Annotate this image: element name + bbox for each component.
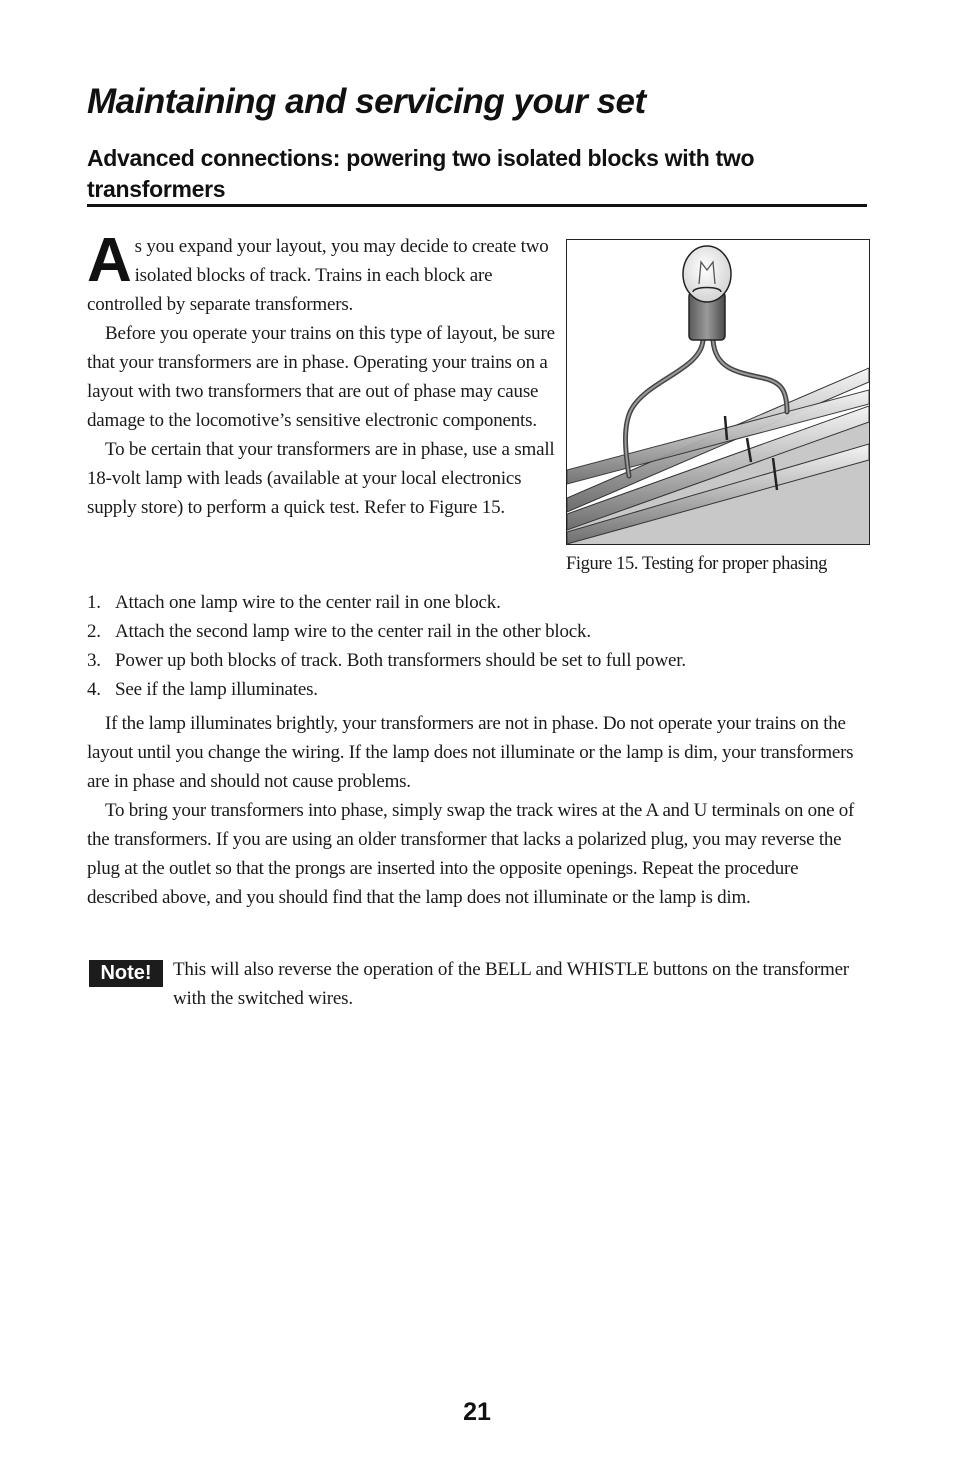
- list-item: 4. See if the lamp illuminates.: [87, 679, 318, 700]
- note-text: This will also reverse the operation of the BELL and WHISTLE buttons on the transformer with the switched wires.: [173, 959, 849, 1009]
- body-paragraph-2: To bring your transformers into phase, simply swap the track wires at the A and U terminals on one of the transformers. If you are using an older transformer that lacks a polarized plug, you may reverse the plug at the outlet so that the prongs are inserted into the opposite openings. Repeat the procedure described above, and you should find that the lamp does not illuminate or the lamp is dim.: [87, 800, 855, 908]
- intro-text: [87, 226, 557, 522]
- drop-cap: A: [87, 226, 132, 295]
- page-title: Maintaining and servicing your set: [87, 82, 646, 121]
- section-heading: Advanced connections: powering two isolated blocks with two transformers: [87, 145, 755, 202]
- note-badge: Note!: [89, 960, 163, 987]
- heading-rule: [87, 204, 867, 207]
- list-item: 1. Attach one lamp wire to the center rail in one block.: [87, 592, 501, 613]
- list-item: 3. Power up both blocks of track. Both transformers should be set to full power.: [87, 650, 686, 671]
- intro-paragraph-3: To be certain that your transformers are in phase, use a small 18-volt lamp with leads (available at your local electronics supply store) to perform a quick test. Refer to Figure 15.: [87, 439, 555, 518]
- procedure-steps: [87, 588, 867, 704]
- list-item: 2. Attach the second lamp wire to the center rail in the other block.: [87, 621, 591, 642]
- figure-caption: Figure 15. Testing for proper phasing: [566, 554, 828, 574]
- lamp-on-track-illustration: [567, 240, 869, 544]
- body-paragraph-1: If the lamp illuminates brightly, your transformers are not in phase. Do not operate your trains on the layout until you change the wiring. If the lamp does not illuminate or the lamp is dim, your transformers are in phase and should not cause problems.: [87, 713, 854, 792]
- lamp-bulb-shape: [683, 246, 731, 302]
- intro-paragraph-2: Before you operate your trains on this type of layout, be sure that your transformers are in phase. Operating your trains on a layout with two transformers that are out of phase may cause damage to the locomotive’s sensitive electronic components.: [87, 323, 555, 431]
- figure-15: [566, 239, 870, 545]
- page-number: 21: [463, 1398, 491, 1426]
- intro-paragraph-1: As you expand your layout, you may decide to create two isolated blocks of track. Trains in each block are controlled by separate transformers.: [87, 226, 549, 315]
- body-text: [87, 709, 869, 912]
